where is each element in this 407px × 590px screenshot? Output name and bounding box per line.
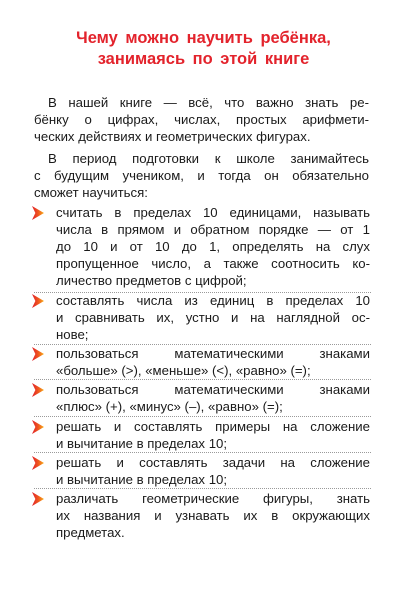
list-item — [36, 345, 370, 379]
list-item-line: числа в прямом и обратном порядке — от 1 — [56, 222, 370, 237]
intro-p1-line: бёнку о цифрах, числах, простых арифмети- — [34, 112, 369, 127]
list-item-line: предметах. — [56, 525, 125, 540]
intro-paragraph-1 — [34, 94, 369, 145]
arrow-bullet-icon — [32, 206, 44, 220]
list-item-line: решать и составлять примеры на сложение — [56, 419, 370, 434]
list-item-line: и сравнивать их, устно и на наглядной ос- — [56, 310, 370, 325]
list-item-line: их названия и узнавать их в окружающих — [56, 508, 370, 523]
list-item — [36, 454, 370, 488]
list-item-line: считать в пределах 10 единицами, называть — [56, 205, 370, 220]
arrow-bullet-icon — [32, 294, 44, 308]
arrow-bullet-icon — [32, 456, 44, 470]
arrow-bullet-icon — [32, 347, 44, 361]
intro-paragraph-2 — [34, 150, 369, 201]
list-item-line: «больше» (>), «меньше» (<), «равно» (=); — [56, 363, 311, 378]
page-title — [20, 28, 387, 70]
list-item-line: пропущенное число, а также соотносить ко- — [56, 256, 370, 271]
list-item — [36, 490, 370, 541]
arrow-bullet-icon — [32, 383, 44, 397]
list-item-line: пользоваться математическими знаками — [56, 382, 370, 397]
item-divider — [34, 488, 371, 489]
list-item-line: личество предметов с цифрой; — [56, 273, 247, 288]
list-item-line: различать геометрические фигуры, знать — [56, 491, 370, 506]
intro-p1-line: В нашей книге — всё, что важно знать ре- — [48, 95, 369, 110]
item-divider — [34, 452, 371, 453]
list-item — [36, 381, 370, 415]
list-item-line: «плюс» (+), «минус» (–), «равно» (=); — [56, 399, 283, 414]
list-item-line: до 10 и от 10 до 1, определять на слух — [56, 239, 370, 254]
item-divider — [34, 416, 371, 417]
list-item-line: составлять числа из единиц в пределах 10 — [56, 293, 370, 308]
list-item — [36, 418, 370, 452]
item-divider — [34, 379, 371, 380]
intro-p2-line: сможет научиться: — [34, 185, 148, 200]
title-line-1: Чему можно научить ребёнка, — [76, 29, 331, 47]
intro-p2-line: В период подготовки к школе занимайтесь — [48, 151, 369, 166]
list-item-line: пользоваться математическими знаками — [56, 346, 370, 361]
list-item-line: нове; — [56, 327, 89, 342]
list-item-line: и вычитание в пределах 10; — [56, 472, 228, 487]
arrow-bullet-icon — [32, 492, 44, 506]
list-item — [36, 204, 370, 289]
arrow-bullet-icon — [32, 420, 44, 434]
list-item — [36, 292, 370, 343]
title-line-2: занимаясь по этой книге — [97, 50, 310, 68]
intro-p2-line: с будущим учеником, и тогда он обязательно — [34, 168, 369, 183]
list-item-line: решать и составлять задачи на сложение — [56, 455, 370, 470]
list-item-line: и вычитание в пределах 10; — [56, 436, 228, 451]
intro-p1-line: ческих действиях и геометрических фигурах. — [34, 129, 311, 144]
